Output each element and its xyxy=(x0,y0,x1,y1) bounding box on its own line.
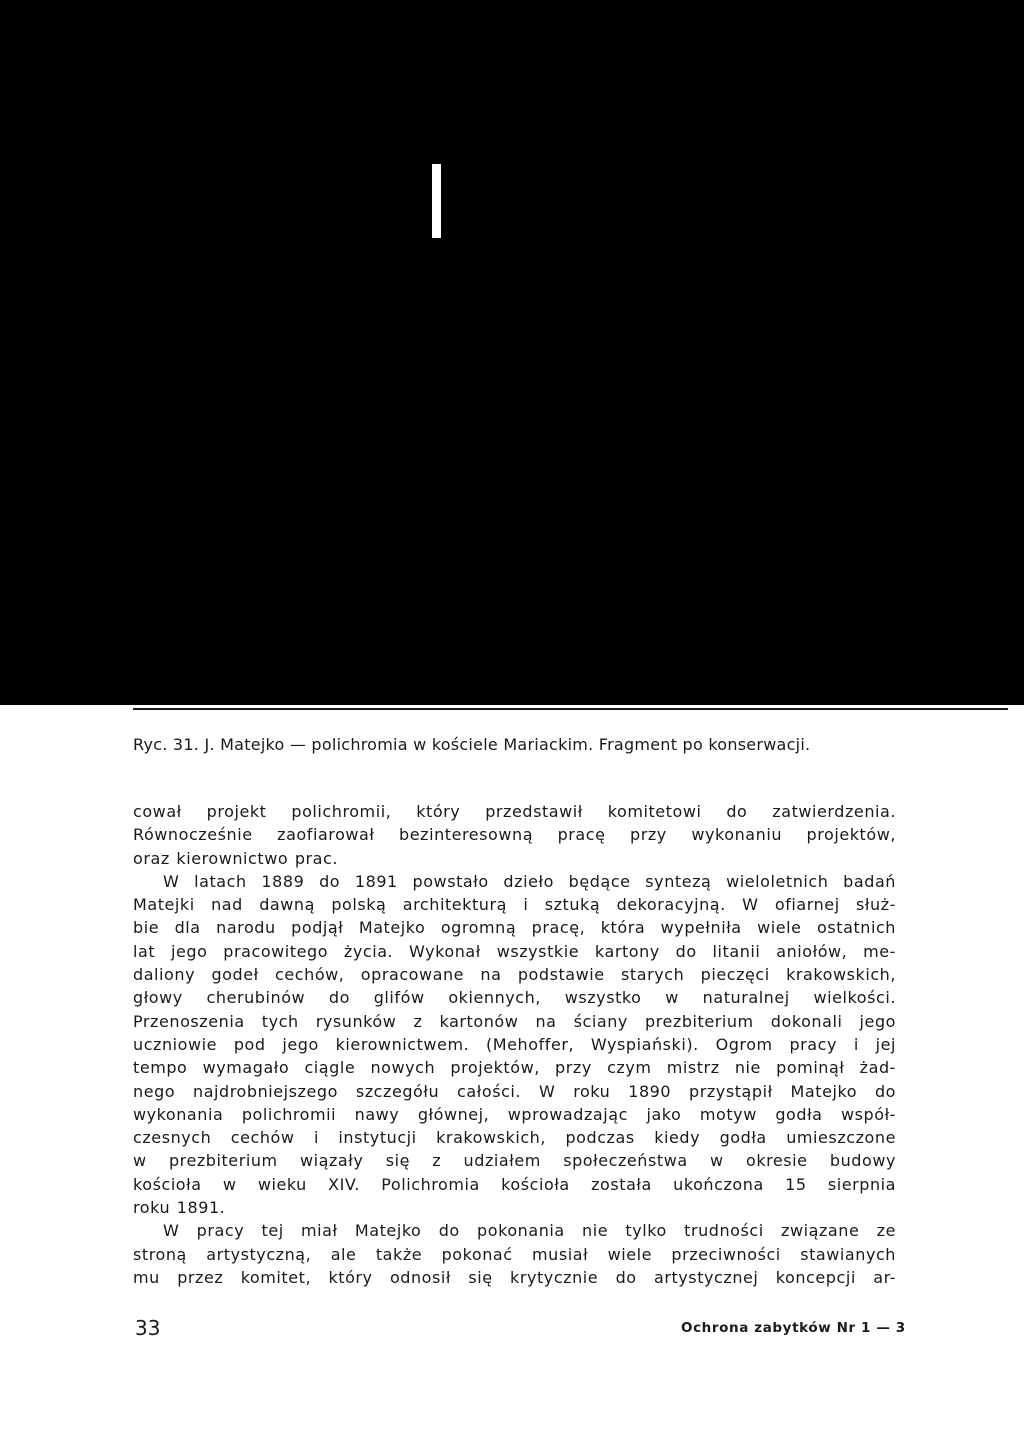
text-line: W pracy tej miał Matejko do pokonania nie tylko trudności związane ze xyxy=(163,1221,896,1241)
text-line: tempo wymagało ciągle nowych projektów, przy czym mistrz nie pominął żad- xyxy=(133,1058,896,1078)
text-line: W latach 1889 do 1891 powstało dzieło będące syntezą wieloletnich badań xyxy=(163,871,896,891)
text-line: mu przez komitet, który odnosił się krytycznie do artystycznej koncepcji ar- xyxy=(133,1267,896,1287)
caption-rule xyxy=(133,708,1008,710)
text-line: głowy cherubinów do glifów okiennych, wszystko w naturalnej wielkości. xyxy=(133,988,896,1008)
text-line: oraz kierownictwo prac. xyxy=(133,848,339,868)
text-line: daliony godeł cechów, opracowane na podstawie starych pieczęci krakowskich, xyxy=(133,965,896,985)
figure-photo xyxy=(0,0,1024,705)
text-line: kościoła w wieku XIV. Polichromia kościoła została ukończona 15 sierpnia xyxy=(133,1174,896,1194)
body-text xyxy=(133,800,896,1289)
text-line: roku 1891. xyxy=(133,1198,226,1218)
text-line: uczniowie pod jego kierownictwem. (Mehoffer, Wyspiański). Ogrom pracy i jej xyxy=(133,1034,896,1054)
photo-highlight-mark xyxy=(432,164,441,238)
text-line: Przenoszenia tych rysunków z kartonów na ściany prezbiterium dokonali jego xyxy=(133,1011,896,1031)
text-line: lat jego pracowitego życia. Wykonał wszystkie kartony do litanii aniołów, me- xyxy=(133,941,896,961)
text-line: cował projekt polichromii, który przedstawił komitetowi do zatwierdzenia. xyxy=(133,802,896,821)
text-line: w prezbiterium wiązały się z udziałem społeczeństwa w okresie budowy xyxy=(133,1151,896,1171)
text-line: bie dla narodu podjął Matejko ogromną pracę, która wypełniła wiele ostatnich xyxy=(133,918,896,938)
journal-footer: Ochrona zabytków Nr 1 — 3 xyxy=(681,1320,906,1336)
text-line: wykonania polichromii nawy głównej, wprowadzając jako motyw godła współ- xyxy=(133,1104,896,1124)
text-line: czesnych cechów i instytucji krakowskich, podczas kiedy godła umieszczone xyxy=(133,1128,896,1148)
figure-caption: Ryc. 31. J. Matejko — polichromia w kościele Mariackim. Fragment po konserwacji. xyxy=(133,735,811,754)
page-number: 33 xyxy=(135,1316,161,1340)
text-line: Równocześnie zaofiarował bezinteresowną pracę przy wykonaniu projektów, xyxy=(133,825,896,845)
text-line: nego najdrobniejszego szczegółu całości. W roku 1890 przystąpił Matejko do xyxy=(133,1081,896,1101)
text-line: Matejki nad dawną polską architekturą i sztuką dekoracyjną. W ofiarnej służ- xyxy=(133,895,896,915)
text-line: stroną artystyczną, ale także pokonać musiał wiele przeciwności stawianych xyxy=(133,1244,896,1264)
